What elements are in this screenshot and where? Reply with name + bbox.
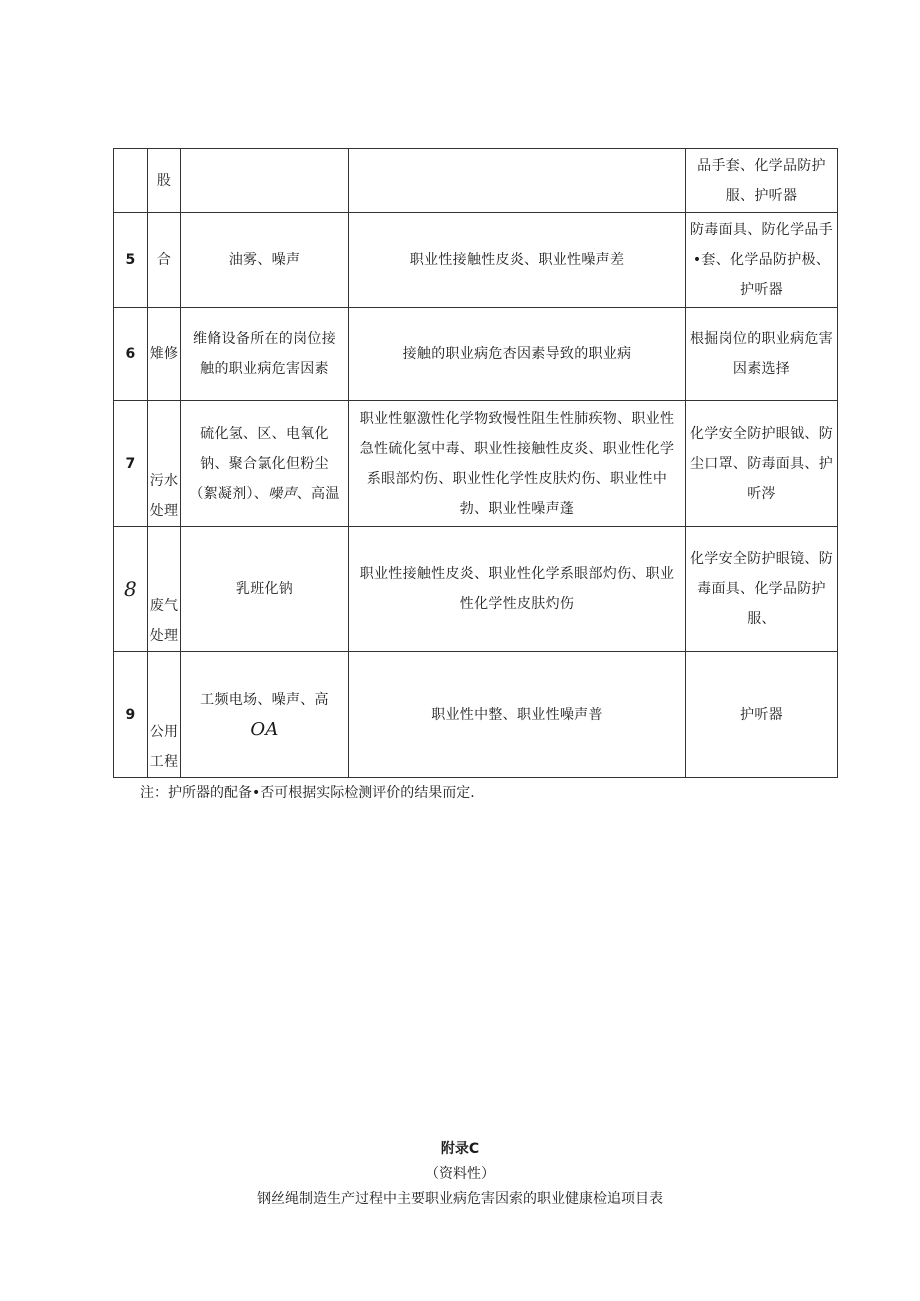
process-name: 合 [148, 213, 181, 308]
hazard-text-a: 硫化氢、区、电氧化钠、聚合氯化但粉尘（絮凝剂）、 [189, 425, 329, 502]
hazard-factors: 乳班化钠 [181, 527, 349, 652]
occupational-diseases [349, 149, 686, 213]
table-row [114, 527, 838, 652]
hazard-text-b: OA [250, 718, 279, 740]
hazard-text-a: 工频电场、噪声、高 [200, 691, 329, 708]
hazard-factors [181, 652, 349, 778]
hazard-text-b: 噪声 [268, 485, 297, 502]
appendix-heading: 钢丝绳制造生产过程中主要职业病危害因索的职业健康检追项目表 [257, 1191, 663, 1207]
process-name: 废气处理 [148, 527, 181, 652]
occupational-diseases: 职业性中整、职业性噪声普 [349, 652, 686, 778]
appendix-title: 附录C [440, 1141, 480, 1157]
row-number: 8 [114, 527, 148, 652]
row-number: 7 [114, 401, 148, 527]
hazard-factors [181, 149, 349, 213]
table-note: 注：护所器的配备•否可根据实际检测评价的结果而定. [140, 785, 475, 801]
appendix-subtitle: （资料性） [425, 1166, 495, 1182]
protective-equipment: 化学安全防护眼镜、防毒面具、化学品防护服、 [686, 527, 838, 652]
row-number: 6 [114, 308, 148, 401]
occupational-diseases: 接触的职业病危杏因素导致的职业病 [349, 308, 686, 401]
row-number: 5 [114, 213, 148, 308]
table-row [114, 213, 838, 308]
table-row [114, 149, 838, 213]
table-row [114, 401, 838, 527]
hazard-factors: 油雾、噪声 [181, 213, 349, 308]
table-row [114, 308, 838, 401]
process-name: 股 [148, 149, 181, 213]
occupational-diseases: 职业性接触性皮炎、职业性化学系眼部灼伤、职业性化学性皮肤灼伤 [349, 527, 686, 652]
hazard-factors: 维脩设备所在的岗位接触的职业病危害因素 [181, 308, 349, 401]
process-name: 公用工程 [148, 652, 181, 778]
protective-equipment: 防毒面具、防化学品手•套、化学品防护极、护听器 [686, 213, 838, 308]
protective-equipment: 根掘岗位的职业病危害因素选择 [686, 308, 838, 401]
protective-equipment: 品手套、化学品防护服、护听器 [686, 149, 838, 213]
hazard-factors [181, 401, 349, 527]
protective-equipment: 护听器 [686, 652, 838, 778]
process-name: 污水处理 [148, 401, 181, 527]
occupational-diseases: 职业性躯激性化学物致慢性阻生性肺疾物、职业性急性硫化氢中毒、职业性接触性皮炎、职业性化学系眼部灼伤、职业性化学性皮肤灼伤、职业性中勃、职业性噪声蓬 [349, 401, 686, 527]
protective-equipment: 化学安全防护眼钺、防尘口罩、防毒面具、护听涔 [686, 401, 838, 527]
table-row [114, 652, 838, 778]
hazard-text-c: 、高温 [296, 485, 340, 502]
row-number [114, 149, 148, 213]
occupational-diseases: 职业性接触性皮炎、职业性噪声差 [349, 213, 686, 308]
row-number: 9 [114, 652, 148, 778]
hazard-table [113, 148, 838, 778]
process-name: 雉修 [148, 308, 181, 401]
